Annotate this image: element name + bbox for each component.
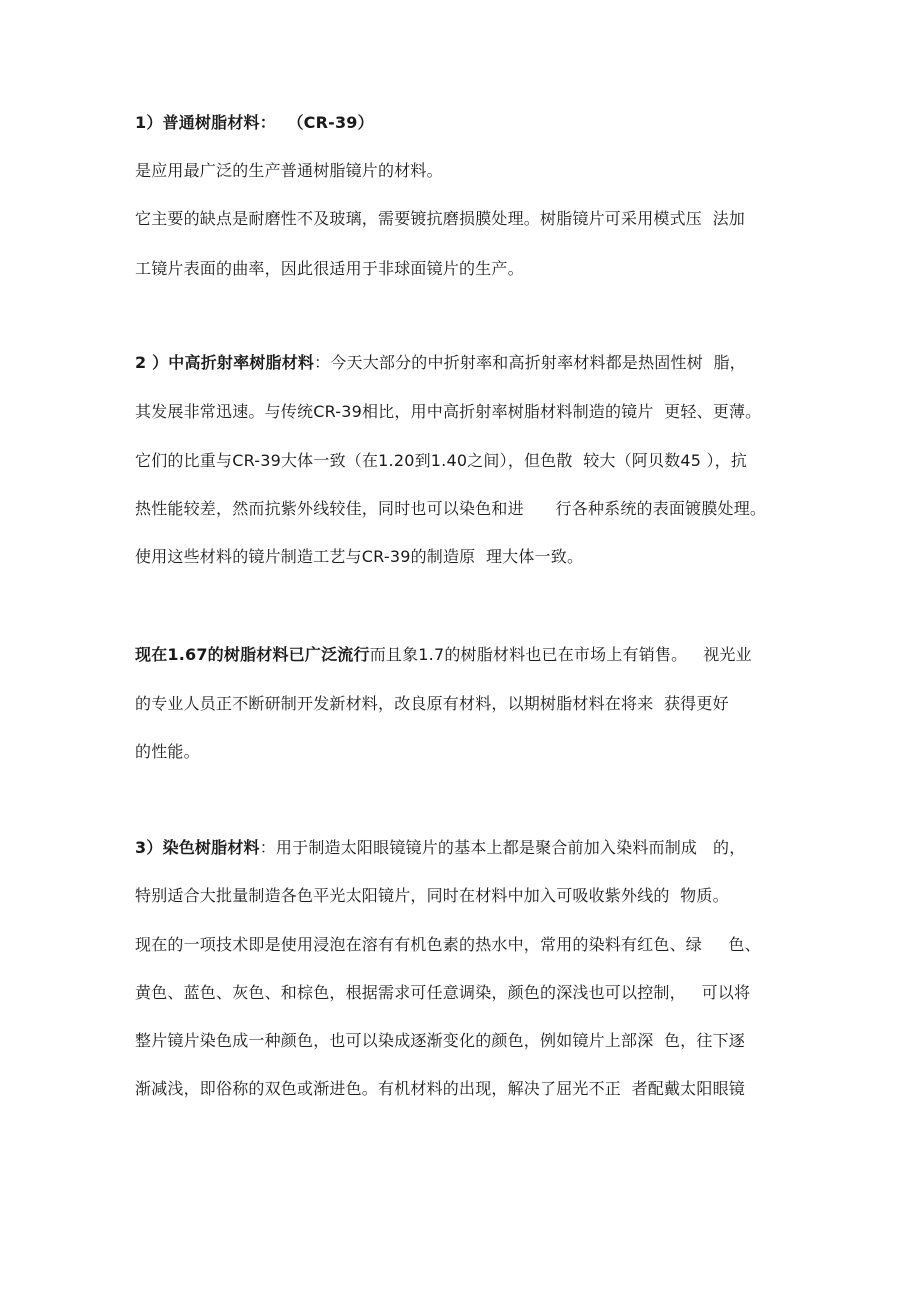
section2-first-line-rest: ：今天大部分的中折射率和高折射率材料都是热固性树 脂， [314, 353, 746, 372]
mid-line-2: 的专业人员正不断研制开发新材料，改良原有材料，以期树脂材料在将来 获得更好 [135, 694, 729, 713]
section2-line-2: 其发展非常迅速。与传统CR-39相比，用中高折射率树脂材料制造的镜片 更轻、更薄。 [135, 402, 762, 421]
section1-heading: 1）普通树脂材料： （CR-39） [135, 113, 374, 132]
mid-first-line [135, 645, 752, 665]
mid-line-3: 的性能。 [135, 742, 200, 761]
section1-line-1: 是应用最广泛的生产普通树脂镜片的材料。 [135, 161, 443, 180]
section2-line-3: 它们的比重与CR-39大体一致（在1.20到1.40之间），但色散 较大（阿贝数45 ），抗 [135, 451, 748, 470]
section1-line-2: 它主要的缺点是耐磨性不及玻璃，需要镀抗磨损膜处理。树脂镜片可采用模式压 法加 [135, 209, 745, 228]
mid-first-line-rest: 而且象1.7的树脂材料也已在市场上有销售。 视光业 [369, 645, 752, 664]
section3-line-4: 黄色、蓝色、灰色、和棕色，根据需求可任意调染，颜色的深浅也可以控制， 可以将 [135, 983, 751, 1002]
section2-first-line [135, 353, 746, 373]
section2-line-5: 使用这些材料的镜片制造工艺与CR-39的制造原 理大体一致。 [135, 547, 584, 566]
section3-line-5: 整片镜片染色成一种颜色，也可以染成逐渐变化的颜色，例如镜片上部深 色，往下逐 [135, 1031, 745, 1050]
section3-first-line-rest: ：用于制造太阳眼镜镜片的基本上都是聚合前加入染料而制成 的， [259, 838, 746, 857]
section3-heading: 3）染色树脂材料 [135, 838, 260, 857]
section2-line-4: 热性能较差，然而抗紫外线较佳，同时也可以染色和进 行各种系统的表面镀膜处理。 [135, 499, 767, 518]
mid-bold-start: 现在1.67的树脂材料已广泛流行 [135, 645, 370, 664]
section3-line-6: 渐减浅，即俗称的双色或渐进色。有机材料的出现，解决了屈光不正 者配戴太阳眼镜 [135, 1079, 745, 1098]
section1-line-3: 工镜片表面的曲率，因此很适用于非球面镜片的生产。 [135, 259, 524, 278]
section3-line-2: 特别适合大批量制造各色平光太阳镜片，同时在材料中加入可吸收紫外线的 物质。 [135, 886, 729, 905]
section2-heading: 2 ）中高折射率树脂材料 [135, 353, 315, 372]
section3-line-3: 现在的一项技术即是使用浸泡在溶有有机色素的热水中，常用的染料有红色、绿 色、 [135, 935, 761, 954]
section3-first-line [135, 838, 745, 858]
